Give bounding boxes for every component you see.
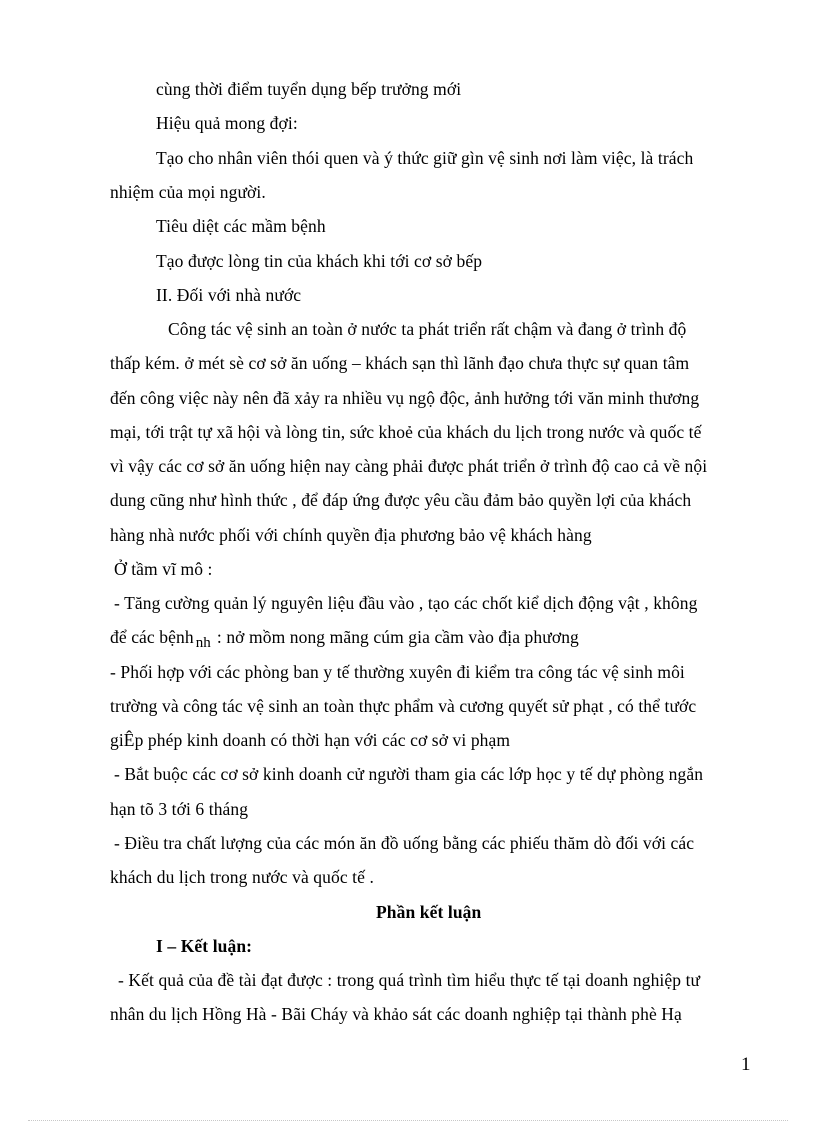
text-line-28: nhân du lịch Hồng Hà - Bãi Cháy và khảo sát các doanh nghiệp tại thành phè Hạ	[110, 1004, 682, 1024]
text-line-27: - Kết quả của đề tài đạt được : trong quá trình tìm hiểu thực tế tại doanh nghiệp tư	[118, 970, 701, 990]
text-line-10: đến công việc này nên đã xảy ra nhiều vụ ngộ độc, ảnh hưởng tới văn minh thương	[110, 388, 700, 408]
text-line-20: giÊp phép kinh doanh có thời hạn với các cơ sở vi phạm	[110, 730, 511, 750]
text-line-22: hạn tõ 3 tới 6 tháng	[110, 799, 249, 819]
footer-divider	[28, 1120, 788, 1121]
text-line-5: Tiêu diệt các mầm bệnh	[156, 216, 326, 236]
text-line-23: - Điều tra chất lượng của các món ăn đồ uống bằng các phiếu thăm dò đối với các	[114, 833, 695, 853]
text-line-8: Công tác vệ sinh an toàn ở nước ta phát triển rất chậm và đang ở trình độ	[168, 319, 687, 339]
text-line-9: thấp kém. ở mét sè cơ sở ăn uống – khách sạn thì lãnh đạo chưa thực sự quan tâm	[110, 353, 690, 373]
subsection-heading-conclusion: I – Kết luận:	[156, 936, 253, 956]
text-line-16: - Tăng cường quản lý nguyên liệu đầu vào , tạo các chốt kiể dịch động vật , không	[114, 593, 698, 613]
text-line-17	[110, 626, 579, 650]
text-line-19: trường và công tác vệ sinh an toàn thực phẩm và cương quyết sử phạt , có thể tước	[110, 696, 697, 716]
text-line-17-part-1: để các bệnh	[110, 627, 194, 647]
text-line-11: mại, tới trật tự xã hội và lòng tin, sức khoẻ của khách du lịch trong nước và quốc tế	[110, 422, 702, 442]
text-line-21: - Bắt buộc các cơ sở kinh doanh cử người tham gia các lớp học y tế dự phòng ngắn	[114, 764, 704, 784]
text-line-18: - Phối hợp với các phòng ban y tế thường xuyên đi kiểm tra công tác vệ sinh môi	[110, 662, 685, 682]
page-number: 1	[741, 1054, 751, 1075]
text-line-1: cùng thời điểm tuyển dụng bếp trưởng mới	[156, 79, 462, 99]
text-line-15: Ở tầm vĩ mô :	[114, 559, 213, 579]
section-title-conclusion: Phần kết luận	[376, 902, 482, 922]
text-line-13: dung cũng như hình thức , để đáp ứng được yêu cầu đảm bảo quyền lợi của khách	[110, 490, 692, 510]
text-line-24: khách du lịch trong nước và quốc tế .	[110, 867, 374, 887]
text-line-4: nhiệm của mọi người.	[110, 182, 266, 202]
text-line-17-part-2: : nở mồm nong mãng cúm gia cầm vào địa phương	[216, 627, 579, 647]
text-line-6: Tạo được lòng tin của khách khi tới cơ sở bếp	[156, 251, 483, 271]
text-line-14: hàng nhà nước phối với chính quyền địa phương bảo vệ khách hàng	[110, 525, 592, 545]
text-line-12: vì vậy các cơ sở ăn uống hiện nay càng phải được phát triển ở trình độ cao cả về nội	[110, 456, 708, 476]
section-heading-ii: II. Đối với nhà nước	[156, 285, 302, 305]
subscript-fragment: nh	[195, 635, 211, 651]
text-line-2: Hiệu quả mong đợi:	[156, 113, 298, 133]
text-line-3: Tạo cho nhân viên thói quen và ý thức giữ gìn vệ sinh nơi làm việc, là trách	[156, 148, 694, 168]
